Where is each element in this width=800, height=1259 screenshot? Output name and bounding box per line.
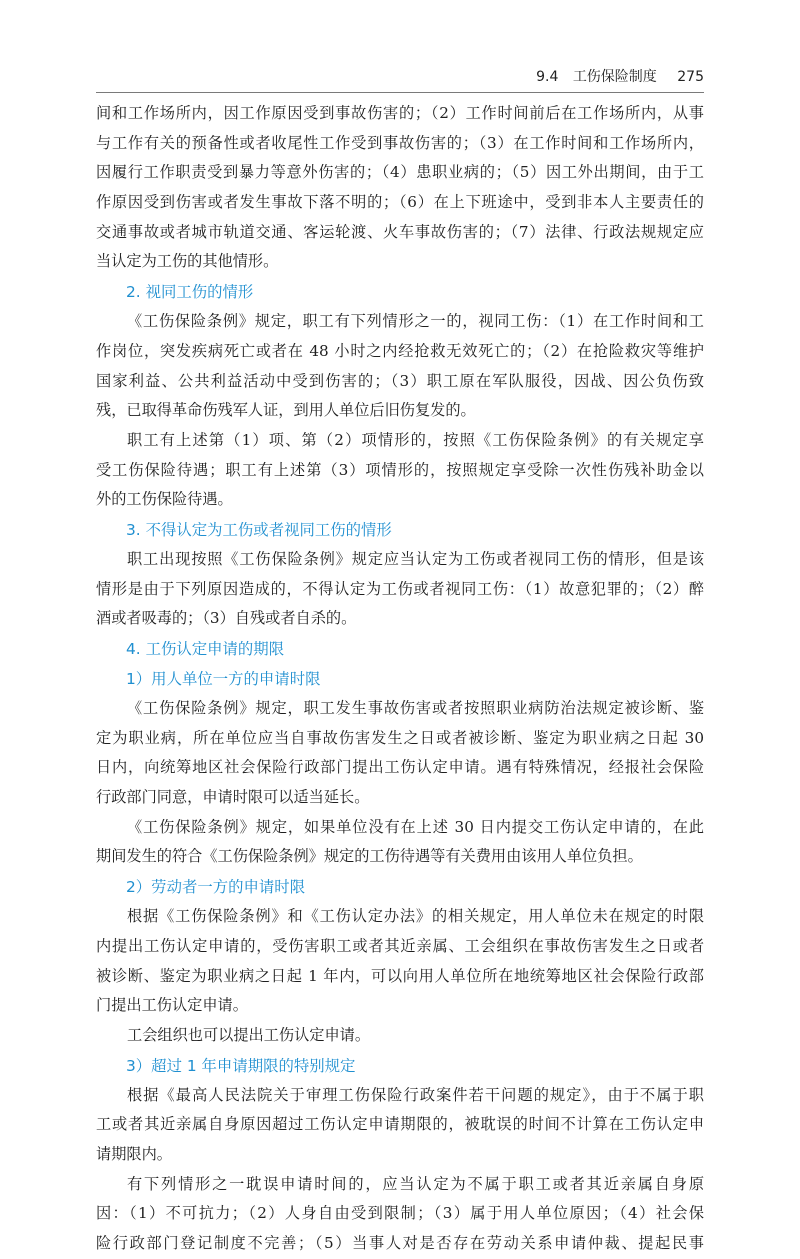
text-line: 因：（1）不可抗力；（2）人身自由受到限制；（3）属于用人单位原因；（4）社会保: [96, 1204, 704, 1223]
text-line: 工会组织也可以提出工伤认定申请。: [127, 1025, 370, 1044]
text-line: 当认定为工伤的其他情形。: [96, 252, 279, 271]
page-number: 275: [677, 69, 704, 85]
text-line: 工或者其近亲属自身原因超过工伤认定申请期限的，被耽误的时间不计算在工伤认定申: [96, 1115, 704, 1134]
running-header: [96, 66, 704, 93]
text-line: 受工伤保险待遇；职工有上述第（3）项情形的，按照规定享受除一次性伤残补助金以: [96, 460, 704, 479]
text-line: 作岗位，突发疾病死亡或者在 48 小时之内经抢救无效死亡的；（2）在抢险救灾等维护: [96, 341, 704, 360]
section-heading: 3. 不得认定为工伤或者视同工伤的情形: [126, 520, 392, 539]
text-line: 根据《工伤保险条例》和《工伤认定办法》的相关规定，用人单位未在规定的时限: [127, 907, 704, 926]
text-line: 因履行工作职责受到暴力等意外伤害的；（4）患职业病的；（5）因工外出期间，由于工: [96, 163, 704, 182]
paragraph: [96, 426, 704, 515]
paragraph: [96, 813, 704, 872]
header-section-number: 9.4: [536, 69, 559, 85]
paragraph: [96, 902, 704, 1021]
text-line: 险行政部门登记制度不完善；（5）当事人对是否存在劳动关系申请仲裁、提起民事: [96, 1234, 704, 1252]
text-line: 职工有上述第（1）项、第（2）项情形的，按照《工伤保险条例》的有关规定享: [127, 430, 704, 449]
header-chapter-title: 工伤保险制度: [572, 69, 657, 85]
section-heading: 1）用人单位一方的申请时限: [126, 670, 321, 688]
paragraph: [96, 99, 704, 277]
text-line: 被诊断、鉴定为职业病之日起 1 年内，可以向用人单位所在地统筹地区社会保险行政部: [96, 966, 704, 985]
paragraph: [96, 1081, 704, 1170]
text-line: 与工作有关的预备性或者收尾性工作受到事故伤害的；（3）在工作时间和工作场所内，: [96, 133, 704, 152]
text-line: 《工伤保险条例》规定，职工有下列情形之一的，视同工伤：（1）在工作时间和工: [127, 312, 704, 331]
section-heading: 3）超过 1 年申请期限的特别规定: [126, 1056, 356, 1075]
text-line: 职工出现按照《工伤保险条例》规定应当认定为工伤或者视同工伤的情形，但是该: [127, 549, 704, 568]
text-line: 期间发生的符合《工伤保险条例》规定的工伤待遇等有关费用由该用人单位负担。: [96, 847, 643, 866]
text-line: 间和工作场所内，因工作原因受到事故伤害的；（2）工作时间前后在工作场所内，从事: [96, 104, 704, 122]
section-heading: 4. 工伤认定申请的期限: [126, 640, 285, 658]
text-line: 外的工伤保险待遇。: [96, 490, 233, 509]
header-info: [536, 66, 704, 86]
text-line: 酒或者吸毒的；（3）自残或者自杀的。: [96, 609, 357, 628]
text-line: 《工伤保险条例》规定，职工发生事故伤害或者按照职业病防治法规定被诊断、鉴: [127, 699, 704, 717]
paragraph: [96, 694, 704, 813]
text-line: 请期限内。: [96, 1144, 172, 1163]
text-line: 情形是由于下列原因造成的，不得认定为工伤或者视同工伤：（1）故意犯罪的；（2）醉: [96, 579, 704, 598]
section-heading: 2. 视同工伤的情形: [126, 283, 254, 302]
text-line: 门提出工伤认定申请。: [96, 996, 248, 1015]
text-line: 内提出工伤认定申请的，受伤害职工或者其近亲属、工会组织在事故伤害发生之日或者: [96, 936, 704, 955]
section-heading: 2）劳动者一方的申请时限: [126, 878, 306, 897]
text-line: 行政部门同意，申请时限可以适当延长。: [96, 788, 370, 807]
text-line: 交通事故或者城市轨道交通、客运轮渡、火车事故伤害的；（7）法律、行政法规规定应: [96, 222, 704, 241]
paragraph: [96, 1021, 704, 1051]
text-line: 国家利益、公共利益活动中受到伤害的；（3）职工原在军队服役，因战、因公负伤致: [96, 371, 704, 390]
text-line: 根据《最高人民法院关于审理工伤保险行政案件若干问题的规定》，由于不属于职: [127, 1085, 704, 1104]
text-line: 作原因受到伤害或者发生事故下落不明的；（6）在上下班途中，受到非本人主要责任的: [96, 193, 704, 212]
text-line: 日内，向统筹地区社会保险行政部门提出工伤认定申请。遇有特殊情况，经报社会保险: [96, 758, 704, 777]
text-line: 定为职业病，所在单位应当自事故伤害发生之日或者被诊断、鉴定为职业病之日起 30: [96, 728, 704, 747]
paragraph: [96, 1170, 704, 1259]
text-line: 残，已取得革命伤残军人证，到用人单位后旧伤复发的。: [96, 401, 476, 420]
paragraph: [96, 545, 704, 634]
text-line: 有下列情形之一耽误申请时间的，应当认定为不属于职工或者其近亲属自身原: [127, 1174, 704, 1193]
paragraph: [96, 307, 704, 426]
text-line: 《工伤保险条例》规定，如果单位没有在上述 30 日内提交工伤认定申请的，在此: [127, 817, 704, 836]
page-body: [96, 99, 704, 1259]
